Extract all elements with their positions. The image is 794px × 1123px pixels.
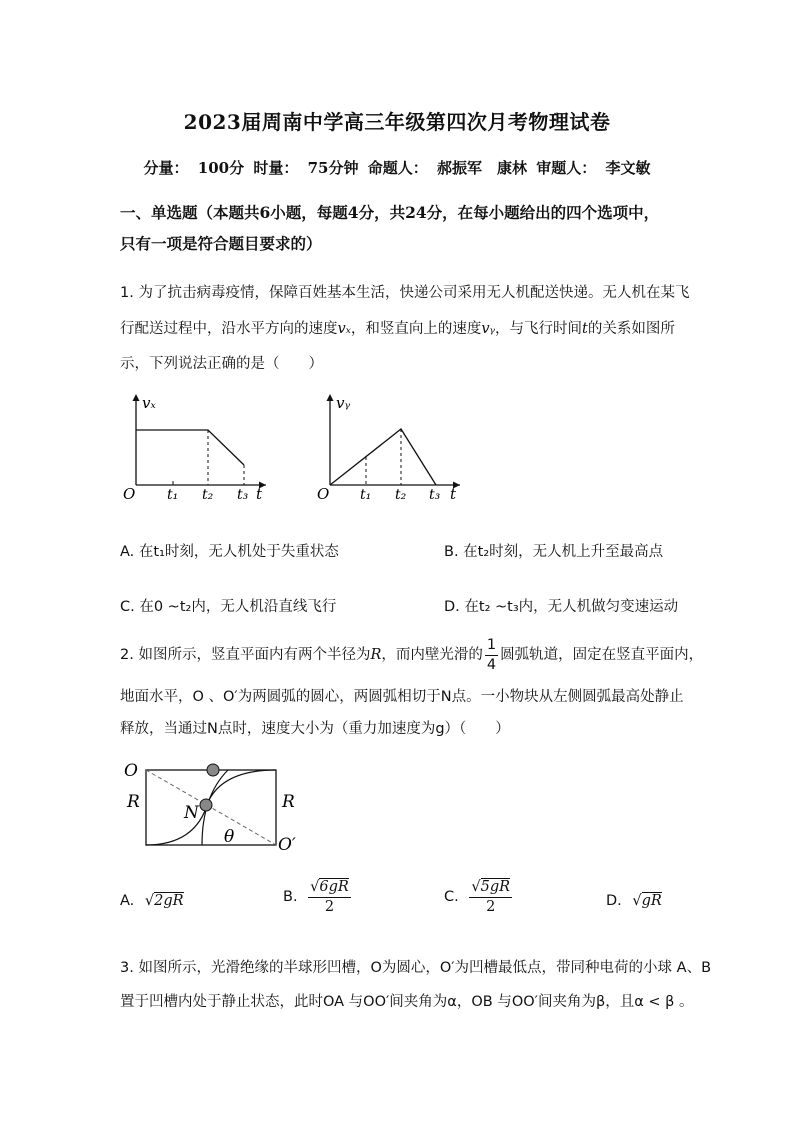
q2-line1-b: ，而内壁光滑的 xyxy=(381,647,483,663)
score-value: 100分 xyxy=(197,159,245,177)
vx-graph-xlabel: t xyxy=(256,485,263,503)
q2-option-b[interactable]: B. $\frac{√6gR}{2}$ xyxy=(283,879,349,915)
time-label: 时量： xyxy=(253,159,299,177)
q2-quarter-fraction xyxy=(485,638,498,672)
q2-option-a-value: 2gR xyxy=(154,893,184,909)
vy-graph-xlabel: t xyxy=(450,485,457,503)
q2-option-c-den: 2 xyxy=(486,898,496,915)
vx-graph-t2: t₂ xyxy=(202,487,214,503)
exam-title: 2023届周南中学高三年级第四次月考物理试卷 xyxy=(183,110,611,134)
q2-label-theta: θ xyxy=(224,827,235,847)
q1-line2-c: ，与飞行时间 xyxy=(495,321,582,337)
q1-option-b[interactable]: B. 在t₂时刻，无人机上升至最高点 xyxy=(444,544,664,560)
q2-frac-num: 1 xyxy=(485,638,498,656)
q2-option-a[interactable]: A. √2gR xyxy=(120,893,184,909)
q1-line3: 示，下列说法正确的是（ ） xyxy=(120,356,323,372)
q2-option-b-label: B. xyxy=(283,889,298,905)
q2-label-n: N xyxy=(184,803,199,823)
vy-graph-v-arrow xyxy=(327,394,334,401)
q2-option-d-value: gR xyxy=(641,893,662,909)
vx-t-graph xyxy=(118,388,278,504)
vy-graph-t3: t₃ xyxy=(429,487,441,503)
vy-graph-curve xyxy=(330,429,436,485)
q1-option-a[interactable]: A. 在t₁时刻，无人机处于失重状态 xyxy=(120,544,339,560)
q2-label-o: O xyxy=(124,761,138,781)
q2-line1 xyxy=(120,638,703,672)
q2-frac-den: 4 xyxy=(486,656,497,673)
q2-option-c[interactable]: C. $\frac{√5gR}{2}$ xyxy=(444,879,511,915)
vx-graph-v-arrow xyxy=(133,394,140,401)
q2-line3: 释放，当通过N点时，速度大小为（重力加速度为g）（ ） xyxy=(120,721,510,737)
q2-label-r-right: R xyxy=(282,792,295,812)
vy-graph-ylabel: vᵧ xyxy=(336,394,351,412)
q2-line1-c: 圆弧轨道，固定在竖直平面内， xyxy=(500,647,704,663)
q2-option-d-label: D. xyxy=(606,893,622,909)
vx-graph-t3: t₃ xyxy=(237,487,249,503)
q1-line2-b: ，和竖直向上的速度 xyxy=(350,321,482,337)
vx-graph-t1: t₁ xyxy=(167,487,179,503)
vy-graph-origin: O xyxy=(317,485,330,503)
q2-option-b-den: 2 xyxy=(324,898,335,915)
reviewer-label: 审题人： xyxy=(536,159,597,177)
q2-line2: 地面水平，O 、O′为两圆弧的圆心，两圆弧相切于N点。一小物块从左侧圆弧最高处静止 xyxy=(120,689,684,705)
q2-option-c-label: C. xyxy=(444,889,459,905)
q1-option-d[interactable]: D. 在t₂ ~t₃内，无人机做匀变速运动 xyxy=(444,599,679,615)
q1-line2 xyxy=(120,317,675,338)
exam-meta xyxy=(0,157,794,178)
q1-var-vx: vₓ xyxy=(337,321,351,337)
q2-block-top xyxy=(207,764,219,776)
q3-line2: 置于凹槽内处于静止状态，此时OA 与OO′间夹角为α，OB 与OO′间夹角为β，且α < β 。 xyxy=(120,994,694,1010)
q1-var-vy: vᵧ xyxy=(481,321,495,337)
time-value: 75分钟 xyxy=(307,159,359,177)
q2-option-b-num: 6gR xyxy=(319,879,349,895)
q2-option-c-num: 5gR xyxy=(480,879,511,895)
score-label: 分量： xyxy=(143,159,189,177)
vy-t-graph xyxy=(312,388,472,504)
q1-option-c[interactable]: C. 在0 ~t₂内，无人机沿直线飞行 xyxy=(120,599,337,615)
vx-graph-curve xyxy=(136,430,244,465)
q2-arc-figure xyxy=(118,756,308,860)
vx-graph-origin: O xyxy=(123,485,136,503)
q1-line2-d: 的关系如图所 xyxy=(587,321,675,337)
section-heading-line2: 只有一项是符合题目要求的） xyxy=(120,234,322,253)
section-heading-line1: 一、单选题（本题共6小题，每题4分，共24分，在每小题给出的四个选项中， xyxy=(120,203,660,222)
q2-option-d[interactable]: D. √gR xyxy=(606,893,662,909)
vy-graph-t2: t₂ xyxy=(395,487,407,503)
q2-block-n xyxy=(200,799,212,811)
q1-line1: 1. 为了抗击病毒疫情，保障百姓基本生活，快递公司采用无人机配送快递。无人机在某飞 xyxy=(120,285,690,301)
author-label: 命题人： xyxy=(367,159,428,177)
q1-line2-a: 行配送过程中，沿水平方向的速度 xyxy=(120,321,338,337)
q2-line1-a: 2. 如图所示，竖直平面内有两个半径为 xyxy=(120,647,371,663)
q3-line1: 3. 如图所示，光滑绝缘的半球形凹槽，O为圆心，O′为凹槽最低点，带同种电荷的小球 A、B xyxy=(120,960,712,976)
vx-graph-ylabel: vₓ xyxy=(142,394,156,412)
reviewer-value: 李文敏 xyxy=(605,159,651,177)
q2-option-a-label: A. xyxy=(120,893,135,909)
q2-var-R: R xyxy=(370,647,382,663)
q2-label-o-prime: O′ xyxy=(278,835,296,855)
author-value: 郝振军 康林 xyxy=(436,159,527,177)
q1-var-t: t xyxy=(582,321,588,337)
q2-label-r-left: R xyxy=(127,792,140,812)
vy-graph-t1: t₁ xyxy=(360,487,372,503)
